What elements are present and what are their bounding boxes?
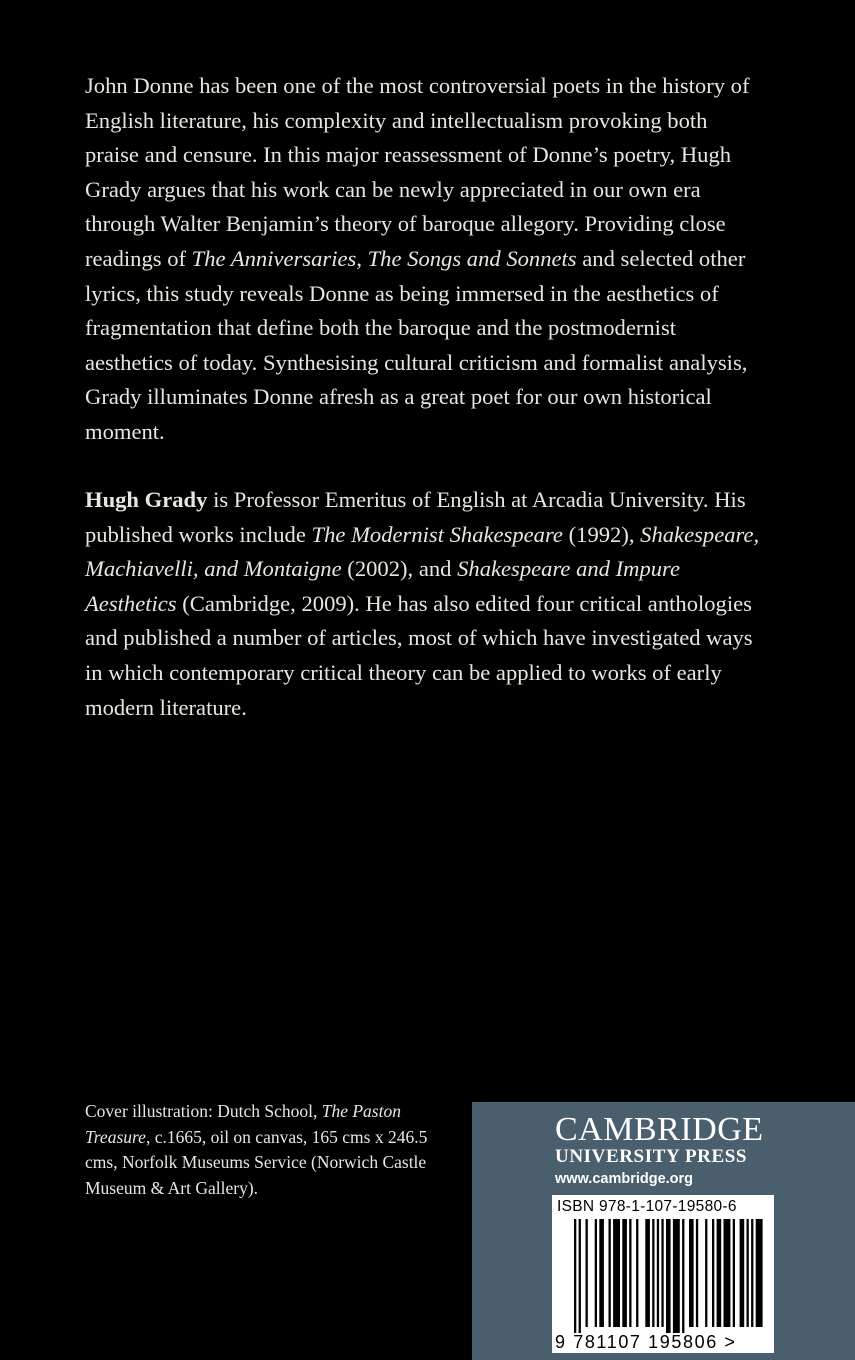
barcode-bar: [595, 1219, 597, 1327]
barcode-bar: [733, 1219, 735, 1327]
painting-title: The Paston Treasure: [85, 1101, 401, 1147]
barcode-bar: [724, 1219, 731, 1327]
isbn-label: ISBN 978-1-107-19580-6: [557, 1198, 737, 1215]
author-bio: [85, 483, 765, 725]
isbn-barcode: [552, 1195, 774, 1353]
barcode-bar: [586, 1219, 588, 1327]
publisher-subtitle: UNIVERSITY PRESS: [555, 1146, 748, 1167]
work-title: The Songs and Sonnets: [367, 245, 577, 271]
book-description: [85, 69, 765, 450]
barcode-bar: [712, 1219, 714, 1327]
bio-text: (1992),: [562, 521, 641, 547]
credit-text: Cover illustration: Dutch School,: [85, 1101, 322, 1121]
barcode-bar: [574, 1219, 576, 1333]
barcode-bar: [599, 1219, 604, 1327]
barcode-bar: [609, 1219, 611, 1327]
barcode-bar: [579, 1219, 581, 1333]
barcode-bar: [636, 1219, 638, 1327]
barcode-icon: [552, 1219, 774, 1335]
barcode-bar: [652, 1219, 654, 1327]
description-text: ,: [356, 245, 368, 271]
author-name: Hugh Grady: [85, 487, 208, 512]
barcode-bar: [756, 1219, 763, 1327]
barcode-bar: [666, 1219, 671, 1333]
barcode-bar: [657, 1219, 659, 1327]
isbn-digits: 9 781107 195806 >: [555, 1332, 737, 1352]
publisher-url: www.cambridge.org: [555, 1171, 694, 1187]
barcode-bar: [629, 1219, 631, 1327]
cover-illustration-credit: [85, 1099, 460, 1201]
barcode-bar: [747, 1219, 749, 1327]
description-text: John Donne has been one of the most controversial poets in the history of English literature, his complexity and intellectualism provoking both praise and censure. In this major reassessment of Donne’s poetry, Hugh Grady argues that his work can be newly appreciated in our own era through Walter Benjamin’s theory of baroque allegory. Providing close readings of: [85, 73, 750, 271]
barcode-bar: [705, 1219, 707, 1327]
barcode-bar: [673, 1219, 680, 1333]
credit-text: , c.1665, oil on canvas, 165 cms x 246.5 cms, Norfolk Museums Service (Norwich Castle Museum & Art Gallery).: [85, 1126, 428, 1198]
work-title: The Anniversaries: [191, 245, 357, 271]
publisher-name: CAMBRIDGE: [555, 1111, 764, 1148]
barcode-bar: [696, 1219, 698, 1327]
bio-text: (2002), and: [341, 556, 458, 582]
book-title: Shakespeare, Machiavelli, and Montaigne: [85, 521, 760, 582]
barcode-bar: [645, 1219, 650, 1327]
description-text: and selected other lyrics, this study reveals Donne as being immersed in the aesthetics of fragmentation that define both the baroque and the postmodernist aesthetics of today. Synthesising cultural criticism and formalist analysis, Grady illuminates Donne afresh as a great poet for our own historical moment.: [85, 245, 748, 444]
barcode-bar: [717, 1219, 722, 1327]
barcode-bar: [622, 1219, 627, 1327]
barcode-bar: [613, 1219, 620, 1327]
bio-text: is Professor Emeritus of English at Arcadia University. His published works include: [85, 487, 746, 547]
book-title: The Modernist Shakespeare: [311, 521, 563, 547]
barcode-bar: [682, 1219, 684, 1333]
barcode-bar: [751, 1219, 753, 1327]
bio-text: (Cambridge, 2009). He has also edited four critical anthologies and published a number of articles, most of which have investigated ways in which contemporary critical theory can be applied to works of early modern literature.: [85, 590, 753, 720]
barcode-bar: [740, 1219, 745, 1327]
barcode-bar: [689, 1219, 694, 1327]
publisher-panel: [472, 1102, 855, 1360]
barcode-bar: [661, 1219, 663, 1327]
book-title: Shakespeare and Impure Aesthetics: [85, 556, 681, 616]
